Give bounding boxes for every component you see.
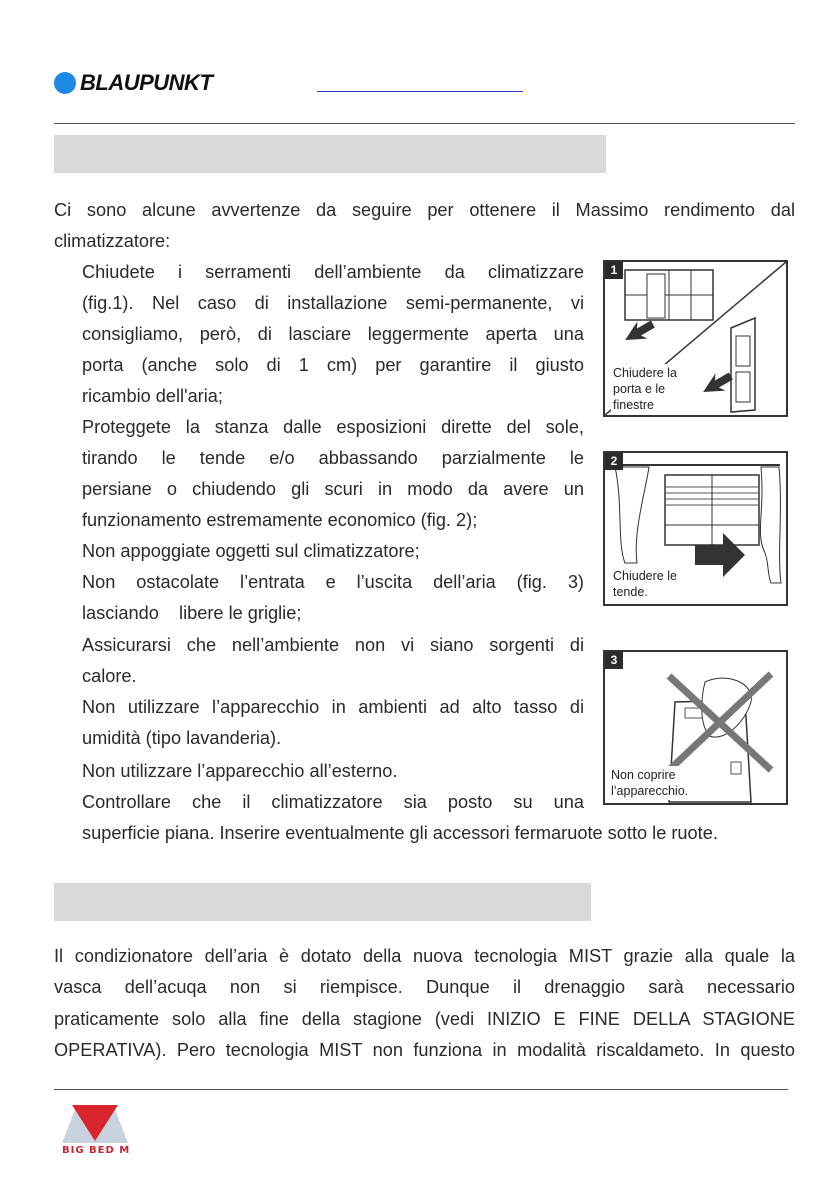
section-heading-bar-2: [54, 883, 591, 921]
mist-line-1: Il condizionatore dell’aria è dotato della nuova tecnologia MIST grazie alla quale la: [54, 946, 795, 966]
figure-3-do-not-cover: [603, 650, 788, 805]
tip-4-line-2: lasciando libere le griglie;: [82, 603, 302, 623]
tip-4-line-1: Non ostacolate l’entrata e l’uscita dell’aria (fig. 3): [82, 572, 584, 592]
figure-3-caption: [609, 766, 690, 800]
tip-1-line-2: (fig.1). Nel caso di installazione semi-permanente, vi: [82, 293, 584, 313]
intro-line-1: Ci sono alcune avvertenze da seguire per ottenere il Massimo rendimento dal: [54, 200, 795, 220]
figure-3-caption-line-2: l’apparecchio.: [611, 784, 689, 798]
figure-1-caption: [611, 364, 679, 414]
figure-1-caption-line-2: porta e le: [613, 382, 666, 396]
figure-2-close-curtains: [603, 451, 788, 606]
tip-3-line-1: Non appoggiate oggetti sul climatizzatore;: [82, 541, 420, 561]
mist-line-2: vasca dell’acuqa non si riempisce. Dunque il drenaggio sarà necessario: [54, 977, 795, 997]
tip-1-line-1: Chiudete i serramenti dell’ambiente da climatizzare: [82, 262, 584, 282]
header-link-underline[interactable]: [317, 91, 523, 92]
tip-8-line-1: Controllare che il climatizzatore sia posto su una: [82, 792, 584, 812]
figure-1-caption-line-3: finestre: [613, 398, 654, 412]
brand-dot-icon: [54, 72, 76, 94]
tip-5-line-1: Assicurarsi che nell’ambiente non vi siano sorgenti di: [82, 635, 584, 655]
tip-2-line-3: persiane o chiudendo gli scuri in modo da avere un: [82, 479, 584, 499]
tip-2-line-2: tirando le tende e/o abbassando parzialmente le: [82, 448, 584, 468]
tip-6-line-1: Non utilizzare l’apparecchio in ambienti ad alto tasso di: [82, 697, 584, 717]
tip-6-line-2: umidità (tipo lavanderia).: [82, 728, 282, 748]
figure-3-caption-line-1: Non coprire: [611, 768, 676, 782]
tip-2-line-4: funzionamento estremamente economico (fig. 2);: [82, 510, 478, 530]
tip-1-line-4: porta (anche solo di 1 cm) per garantire il giusto: [82, 355, 584, 375]
figure-1-caption-line-1: Chiudere la: [613, 366, 677, 380]
tip-7-line-1: Non utilizzare l’apparecchio all’esterno.: [82, 761, 398, 781]
figure-2-caption-line-1: Chiudere le: [613, 569, 677, 583]
section-heading-bar-1: [54, 135, 606, 173]
watermark-brand-text: BIG BED M: [62, 1145, 131, 1156]
intro-line-2: climatizzatore:: [54, 231, 171, 251]
tip-2-line-1: Proteggete la stanza dalle esposizioni dirette del sole,: [82, 417, 584, 437]
figure-2-number: 2: [605, 453, 623, 470]
header-divider: [54, 123, 795, 124]
footer-divider: [54, 1089, 788, 1090]
mist-line-4: OPERATIVA). Pero tecnologia MIST non funziona in modalità riscaldameto. In questo: [54, 1040, 795, 1060]
tip-5-line-2: calore.: [82, 666, 137, 686]
figure-1-close-windows: [603, 260, 788, 417]
mist-line-3: praticamente solo alla fine della stagione (vedi INIZIO E FINE DELLA STAGIONE: [54, 1009, 795, 1029]
figure-3-number: 3: [605, 652, 623, 669]
tip-1-line-5: ricambio dell'aria;: [82, 386, 223, 406]
tip-1-line-3: consigliamo, però, di lasciare leggermente aperta una: [82, 324, 584, 344]
figure-2-caption-line-2: tende.: [613, 585, 648, 599]
figure-1-number: 1: [605, 262, 623, 279]
tip-8-line-2: superficie piana. Inserire eventualmente gli accessori fermaruote sotto le ruote.: [82, 823, 718, 843]
figure-2-caption: [611, 567, 679, 601]
brand-logo: [54, 71, 212, 95]
brand-name: BLAUPUNKT: [80, 70, 213, 95]
